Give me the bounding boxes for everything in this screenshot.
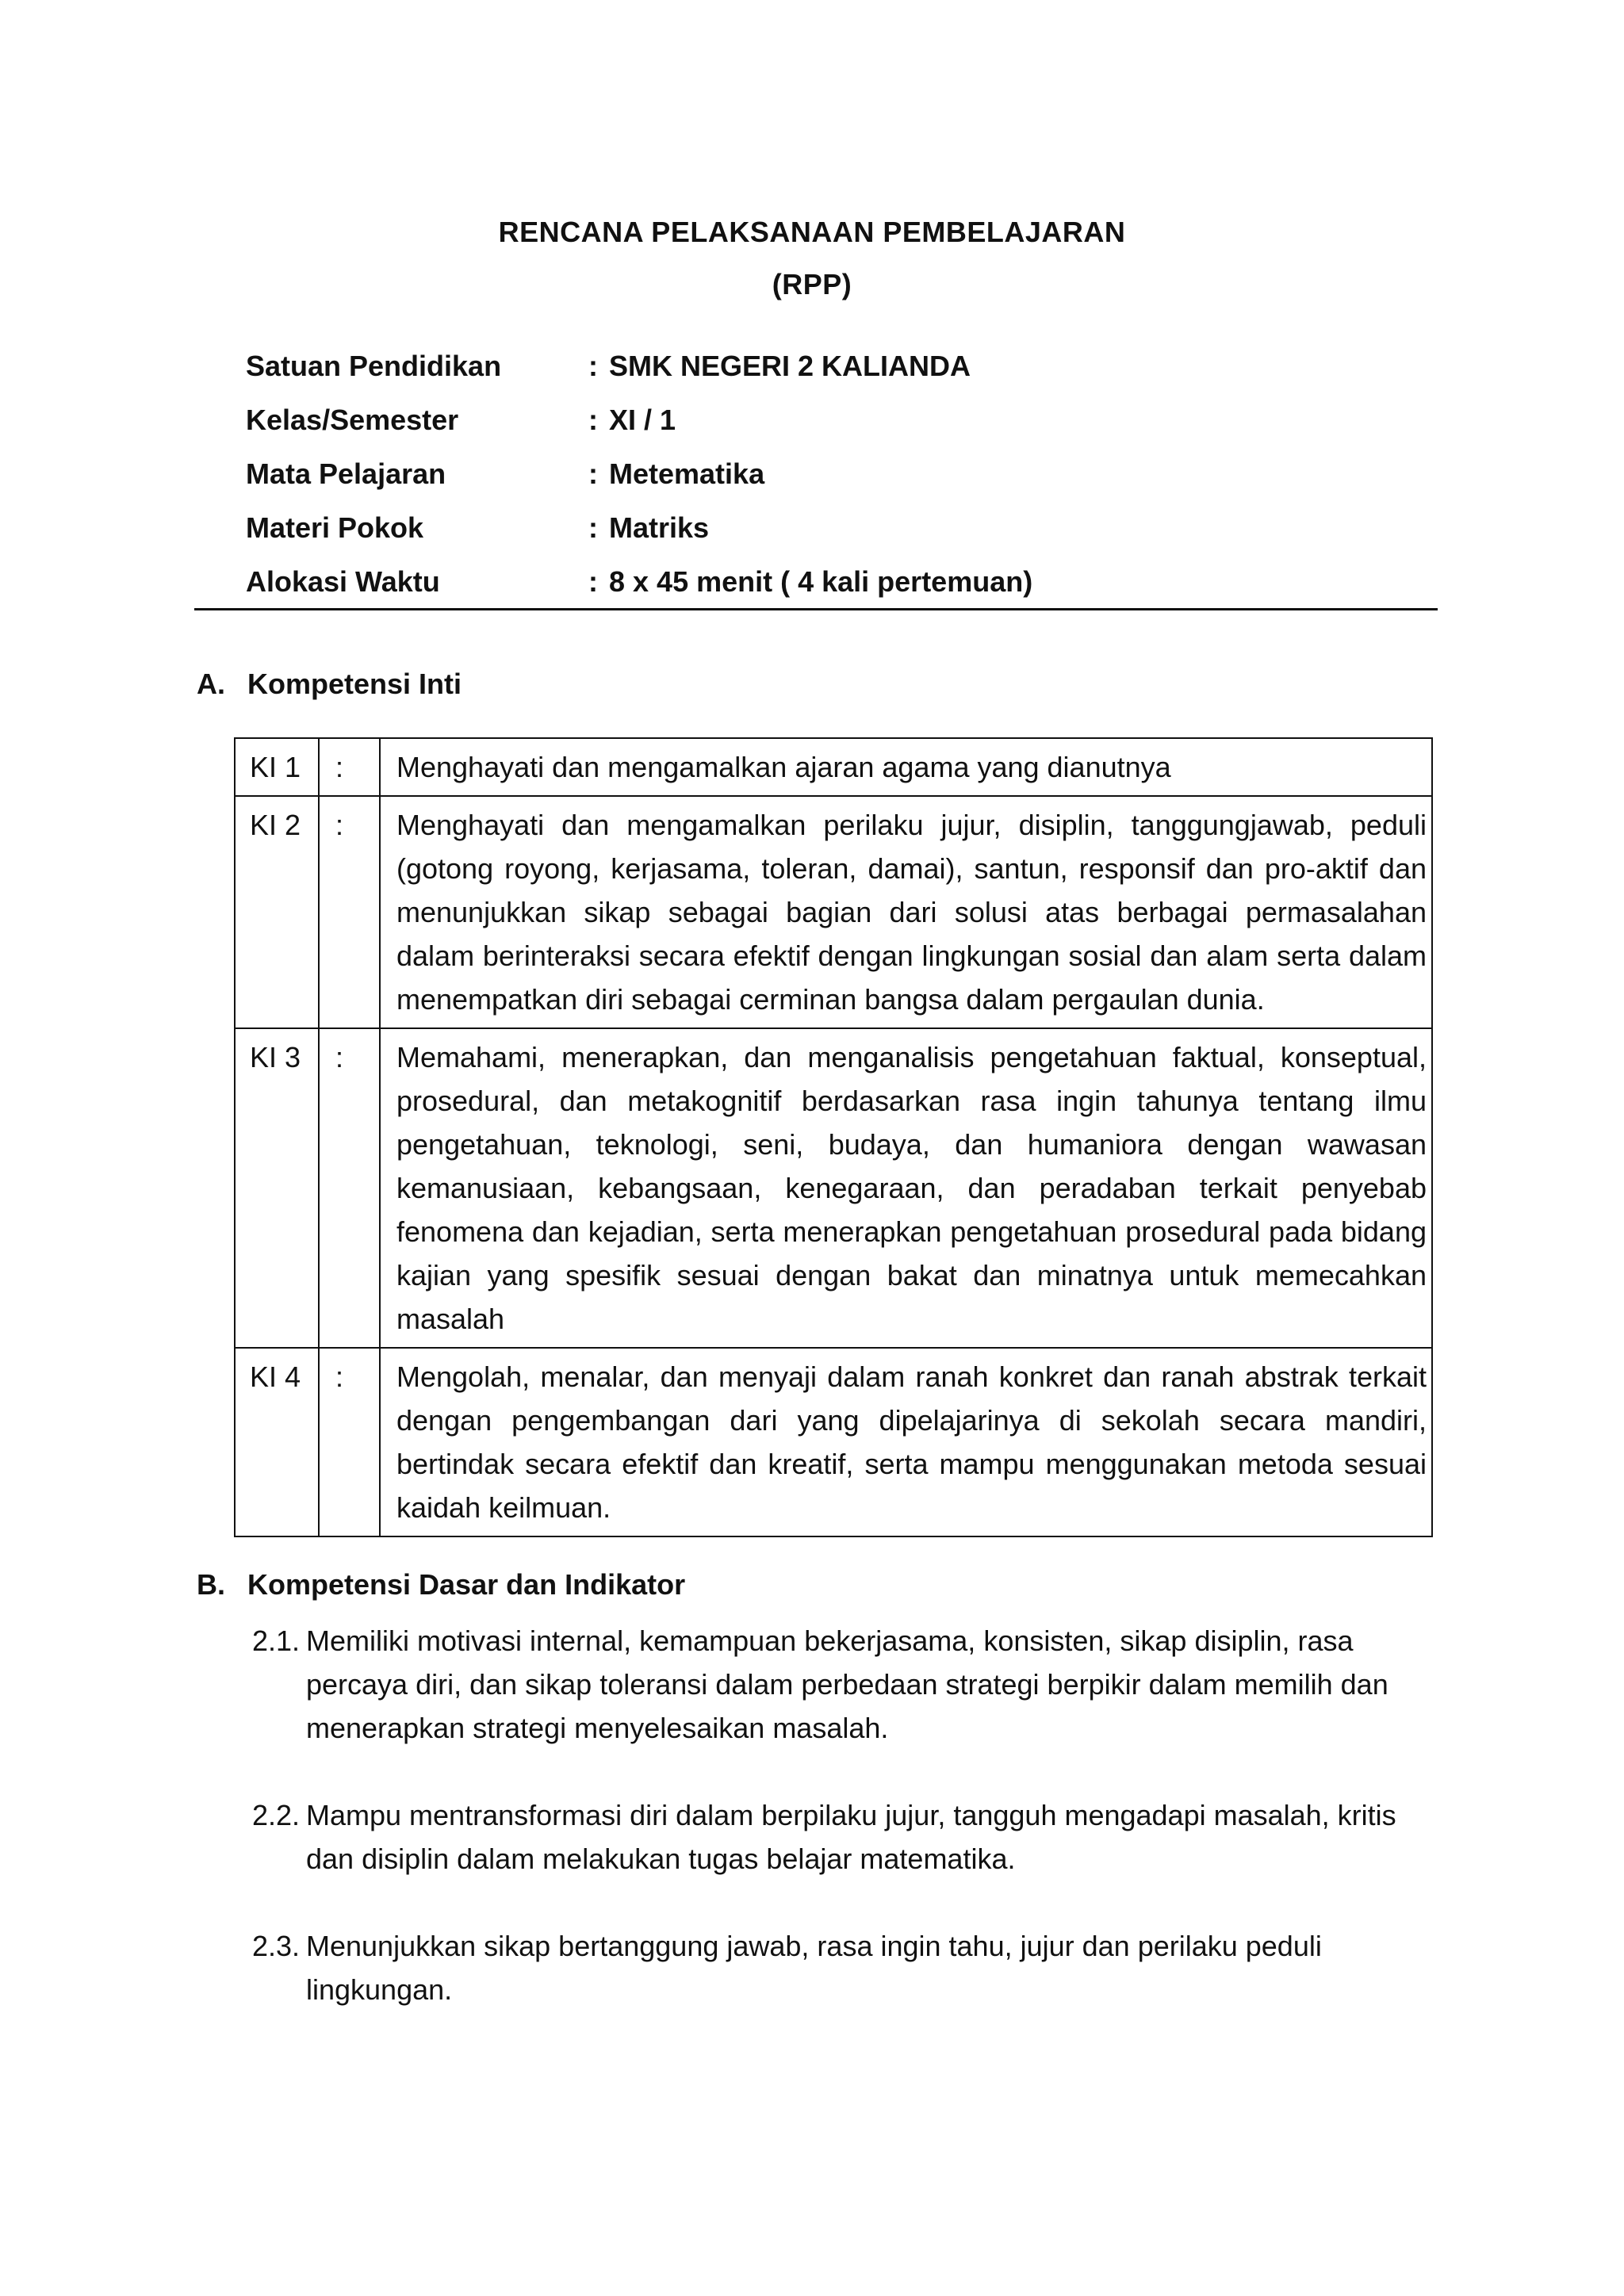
identity-separator: :: [588, 565, 598, 598]
ki-code: KI 4: [235, 1348, 319, 1536]
table-row: [235, 796, 1432, 1028]
item-text: Mampu mentransformasi diri dalam berpilaku jujur, tangguh mengadapi masalah, kritis dan disiplin dalam melakukan tugas belajar matematika.: [306, 1799, 1396, 1875]
table-row: [235, 738, 1432, 796]
item-number: 2.3.: [252, 1930, 301, 1962]
ki-description: Menghayati dan mengamalkan perilaku jujur, disiplin, tanggungjawab, peduli (gotong royong, kerjasama, toleran, damai), santun, responsif dan pro-aktif dan menunjukkan sikap sebagai bagian dari solusi atas berbagai permasalahan dalam berinteraksi secara efektif dengan lingkungan sosial dan alam serta dalam menempatkan diri sebagai cerminan bangsa dalam pergaulan dunia.: [380, 796, 1432, 1028]
section-title: Kompetensi Inti: [247, 668, 462, 700]
header-divider: [194, 608, 1438, 610]
ki-code: KI 2: [235, 796, 319, 1028]
identity-value: Matriks: [609, 511, 710, 544]
document-title: RENCANA PELAKSANAAN PEMBELAJARAN: [498, 216, 1126, 248]
item-number: 2.2.: [252, 1799, 301, 1831]
identity-row-materi: [246, 501, 1032, 555]
item-number: 2.1.: [252, 1624, 301, 1657]
section-a-heading: [197, 668, 462, 701]
identity-separator: :: [588, 404, 598, 436]
ki-separator: :: [319, 1028, 380, 1348]
identity-value: XI / 1: [609, 404, 676, 436]
section-b-heading: [197, 1568, 685, 1601]
identity-separator: :: [588, 511, 598, 544]
ki-code: KI 3: [235, 1028, 319, 1348]
document-subtitle: (RPP): [772, 268, 852, 300]
item-text: Menunjukkan sikap bertanggung jawab, rasa ingin tahu, jujur dan perilaku peduli lingkungan.: [306, 1930, 1322, 2006]
identity-label: Materi Pokok: [246, 511, 424, 544]
ki-description: Memahami, menerapkan, dan menganalisis pengetahuan faktual, konseptual, prosedural, dan metakognitif berdasarkan rasa ingin tahunya tentang ilmu pengetahuan, teknologi, seni, budaya, dan humaniora dengan wawasan kemanusiaan, kebangsaan, kenegaraan, dan peradaban terkait penyebab fenomena dan kejadian, serta menerapkan pengetahuan prosedural pada bidang kajian yang spesifik sesuai dengan bakat dan minatnya untuk memecahkan masalah: [380, 1028, 1432, 1348]
kompetensi-inti-table: [234, 737, 1433, 1537]
kompetensi-dasar-list: [252, 1619, 1442, 2055]
ki-separator: :: [319, 796, 380, 1028]
section-letter: A.: [197, 668, 225, 700]
identity-row-alokasi: [246, 555, 1032, 609]
list-item: [252, 1619, 1442, 1750]
ki-code: KI 1: [235, 738, 319, 796]
table-row: [235, 1028, 1432, 1348]
item-text: Memiliki motivasi internal, kemampuan bekerjasama, konsisten, sikap disiplin, rasa percaya diri, dan sikap toleransi dalam perbedaan strategi berpikir dalam memilih dan menerapkan strategi menyelesaikan masalah.: [306, 1624, 1388, 1744]
ki-description: Menghayati dan mengamalkan ajaran agama yang dianutnya: [380, 738, 1432, 796]
identity-label: Alokasi Waktu: [246, 565, 440, 598]
list-item: [252, 1924, 1442, 2011]
ki-description: Mengolah, menalar, dan menyaji dalam ranah konkret dan ranah abstrak terkait dengan pengembangan dari yang dipelajarinya di sekolah secara mandiri, bertindak secara efektif dan kreatif, serta mampu menggunakan metoda sesuai kaidah keilmuan.: [380, 1348, 1432, 1536]
list-item: [252, 1793, 1442, 1881]
identity-separator: :: [588, 350, 598, 382]
ki-separator: :: [319, 738, 380, 796]
identity-label: Kelas/Semester: [246, 404, 459, 436]
section-letter: B.: [197, 1568, 225, 1601]
identity-value: 8 x 45 menit ( 4 kali pertemuan): [609, 565, 1033, 598]
section-title: Kompetensi Dasar dan Indikator: [247, 1568, 686, 1601]
table-row: [235, 1348, 1432, 1536]
identity-label: Satuan Pendidikan: [246, 350, 502, 382]
identity-row-mapel: [246, 447, 1032, 501]
identity-value: SMK NEGERI 2 KALIANDA: [609, 350, 971, 382]
identity-value: Metematika: [609, 457, 765, 490]
identity-block: [246, 339, 1032, 609]
identity-separator: :: [588, 457, 598, 490]
ki-separator: :: [319, 1348, 380, 1536]
identity-label: Mata Pelajaran: [246, 457, 446, 490]
identity-row-kelas: [246, 393, 1032, 447]
identity-row-satuan: [246, 339, 1032, 393]
